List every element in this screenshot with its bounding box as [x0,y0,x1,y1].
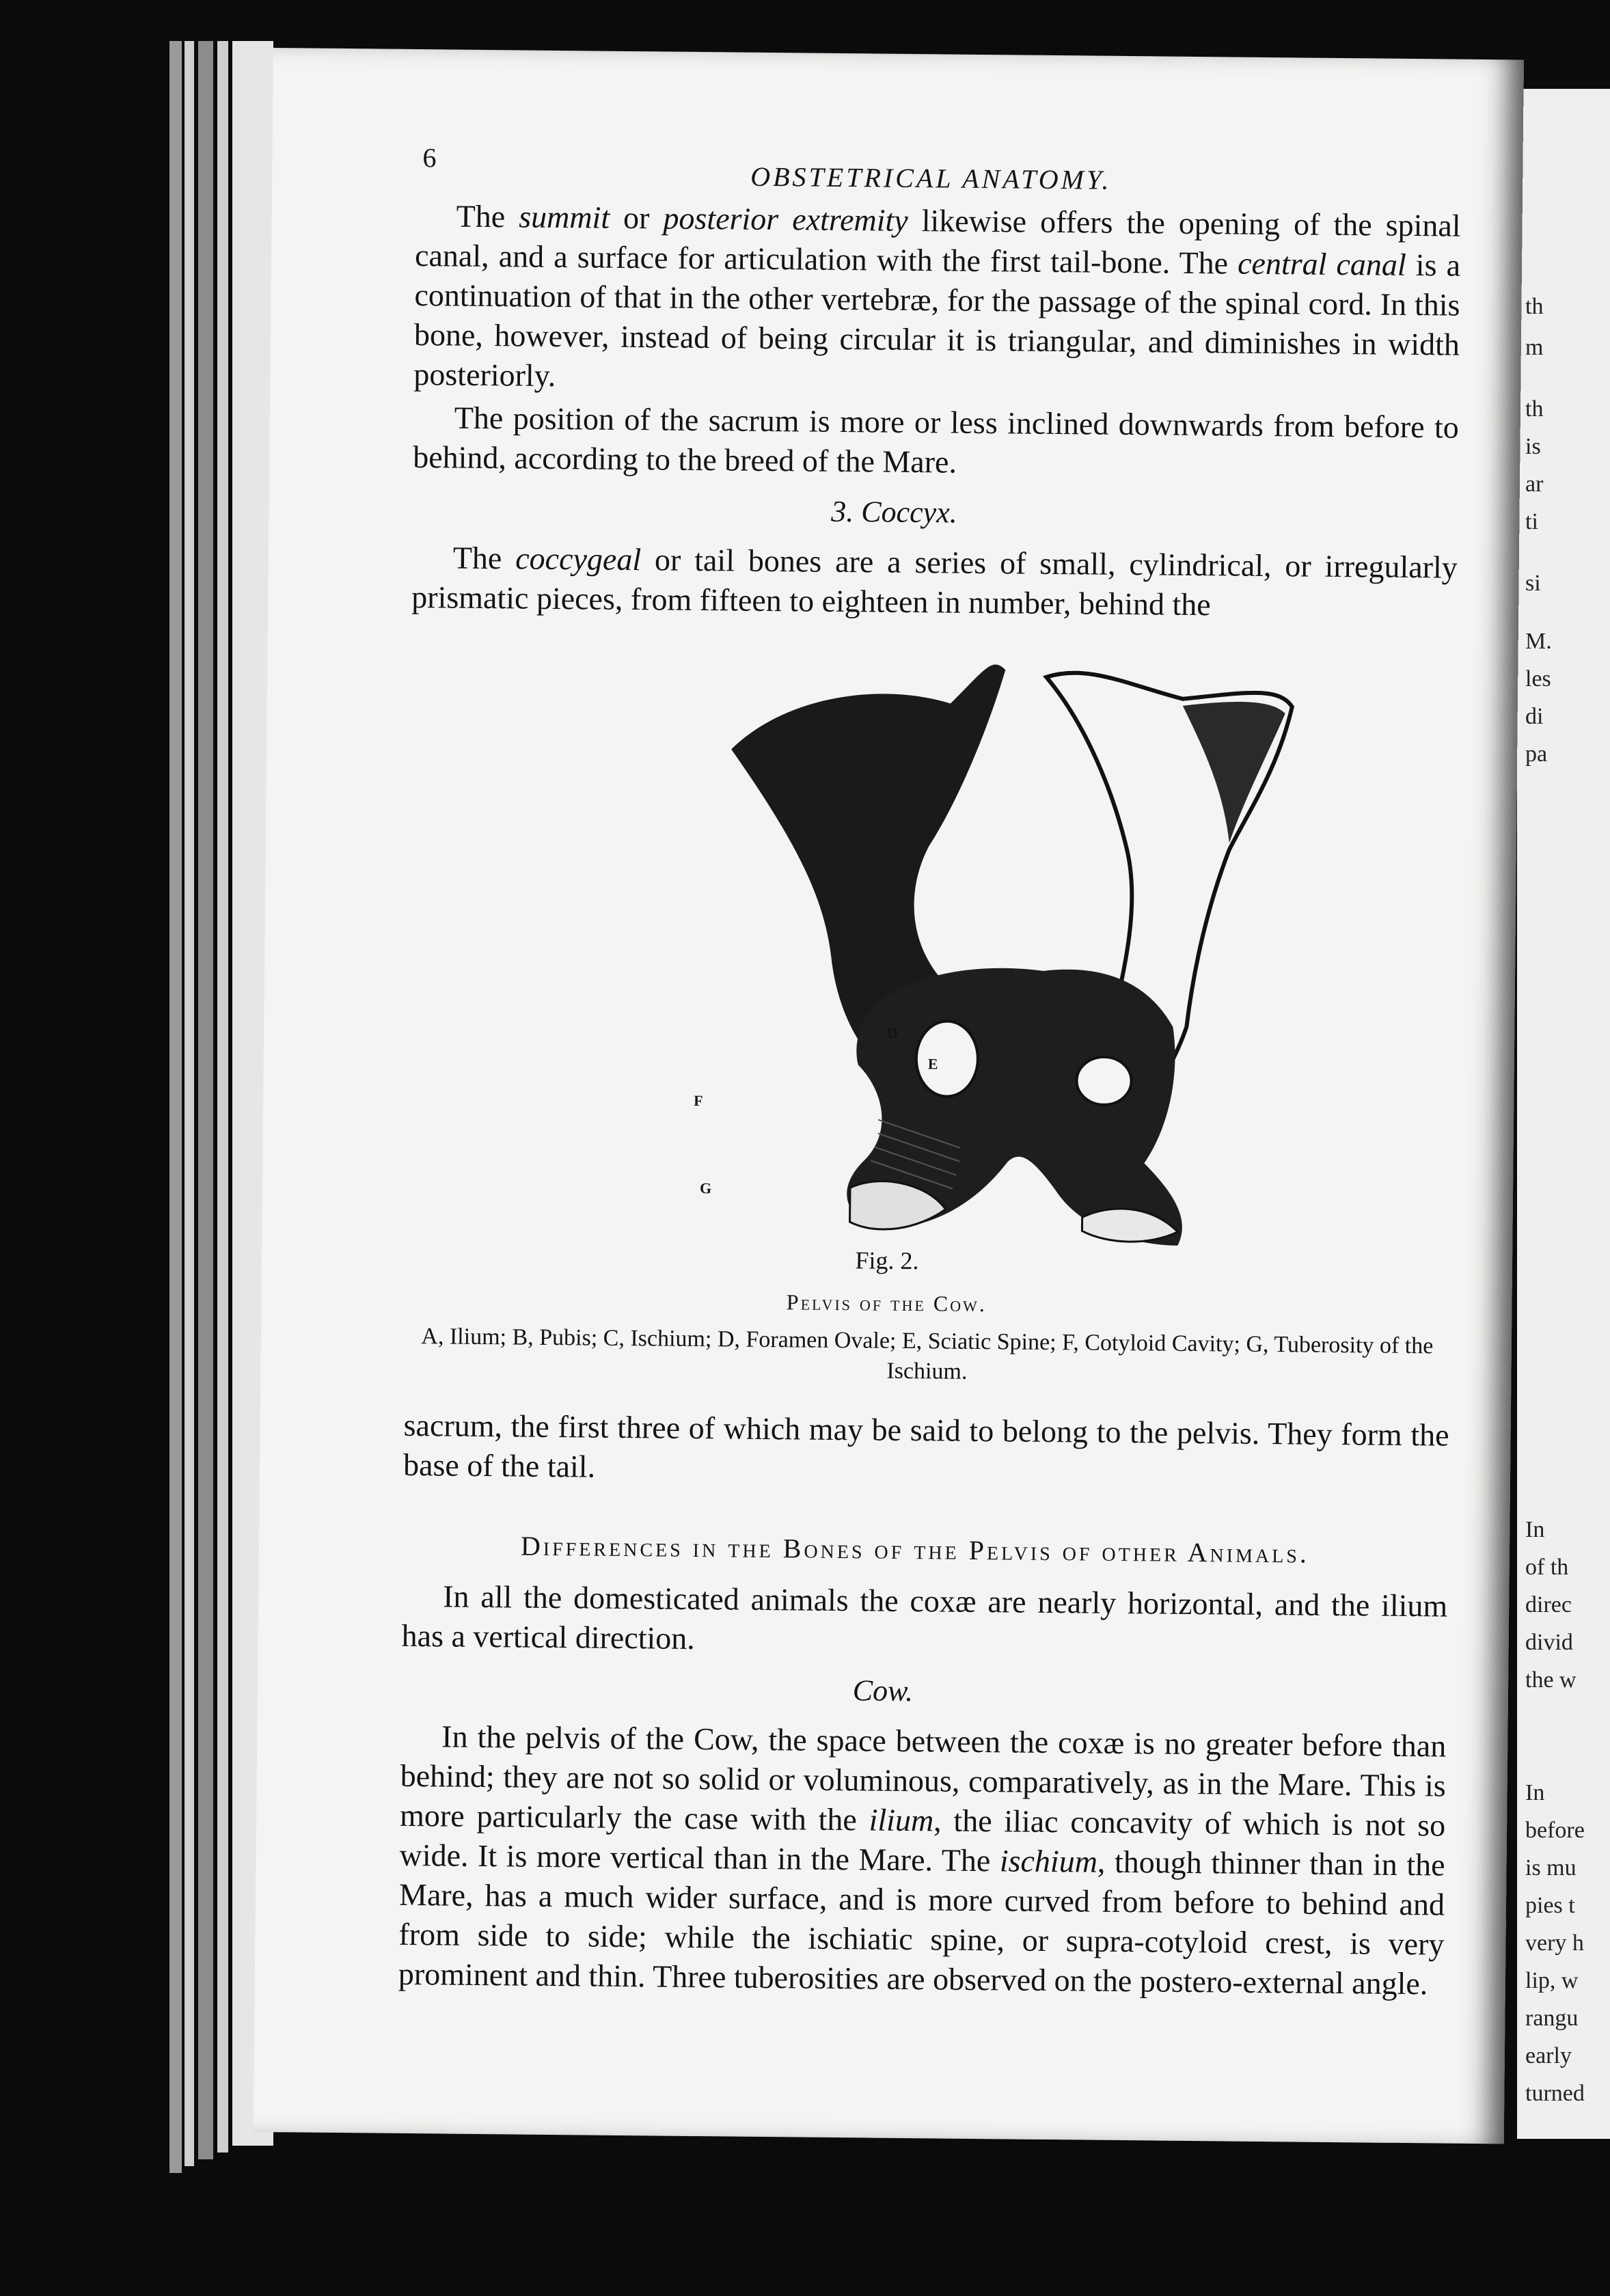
fragment-text: turned [1525,2081,1585,2106]
figure-letter: E [927,1055,938,1073]
figure-letter: D [887,1024,899,1041]
book-edge [198,41,213,2159]
fragment-text: ar [1525,472,1544,497]
page-number: 6 [422,142,437,174]
fragment-text: di [1525,704,1544,729]
fragment-text: very h [1525,1930,1584,1956]
fragment-text: ti [1525,509,1538,534]
fragment-text: is [1525,434,1541,459]
fragment-text: of th [1525,1555,1569,1580]
fragment-text: the w [1525,1667,1577,1693]
book-page [254,48,1524,2144]
fragment-text: In [1525,1780,1545,1805]
fragment-text: pa [1525,741,1548,767]
fragment-text: M. [1525,629,1552,654]
book-edge [185,41,194,2166]
fragment-text: m [1525,335,1544,360]
fragment-text: is mu [1525,1855,1577,1881]
pelvis-illustration [694,640,1375,1261]
pelvis-drawing [699,640,1375,1261]
fragment-text: pies t [1525,1893,1575,1918]
figure-letter: G [699,1179,712,1197]
paragraph-summit: The summit or posterior extremity likewise offers the opening of the spinal canal, and a surface for articulation with the first tail-bone. The central canal is a continuation of that in the other vertebræ, for the passage of the spinal cord. In this bone, however, instead of being circular it is triangular, and diminishes in width posteriorly. [413,198,1461,393]
fragment-text: th [1525,396,1544,422]
section-heading-coccyx: 3. Coccyx. [831,494,957,530]
book-edge [217,41,228,2152]
fragment-text: divid [1525,1630,1573,1655]
fragment-text: In [1525,1517,1545,1542]
paragraph-sacrum-continued: sacrum, the first three of which may be said to belong to the pelvis. They form the base of the tail. [402,1407,1449,1484]
fragment-text: before [1525,1818,1585,1843]
fragment-text: direc [1525,1592,1572,1617]
fragment-text: lip, w [1525,1968,1579,1993]
next-page-fragment [1517,89,1610,2139]
fragment-text: les [1525,666,1551,692]
fragment-text: th [1525,294,1544,319]
figure-legend: A, Ilium; B, Pubis; C, Ischium; D, Foramen Ovale; E, Sciatic Spine; F, Cotyloid Cavity; G, Tuberosity of the Ischium. [421,1324,1434,1384]
section-heading-cow: Cow. [852,1673,914,1708]
paragraph-cow: In the pelvis of the Cow, the space between the coxæ is no greater before than behind; they are not so solid or voluminous, comparatively, as in the Mare. This is more particularly the case with the ilium, the iliac concavity of which is not so wide. It is more vertical than in the Mare. The ischium, though thinner than in the Mare, has a much wider surface, and is more curved from before to behind and from side to side; while the ischiatic spine, or supra-cotyloid crest, is very prominent and thin. Three tuberosities are observed on the postero-external angle. [398,1719,1447,2001]
book-edge [169,41,182,2173]
figure-letter: F [694,1091,703,1110]
running-head: OBSTETRICAL ANATOMY. [750,161,1112,195]
fragment-text: rangu [1525,2006,1579,2031]
paragraph-position: The position of the sacrum is more or less inclined downwards from before to behind, according to the breed of the Mare. [413,400,1459,480]
figure-caption: Pelvis of the Cow. [786,1289,987,1317]
paragraph-domesticated: In all the domesticated animals the coxæ are nearly horizontal, and the ilium has a vertical direction. [401,1578,1448,1656]
figure-label: Fig. 2. [855,1246,919,1275]
fragment-text: early [1525,2043,1572,2068]
section-heading-differences: Differences in the Bones of the Pelvis of other Animals. [520,1530,1310,1569]
paragraph-coccyx: The coccygeal or tail bones are a series of small, cylindrical, or irregularly prismatic pieces, from fifteen to eighteen in number, behind the [411,540,1458,623]
fragment-text: si [1525,571,1541,596]
